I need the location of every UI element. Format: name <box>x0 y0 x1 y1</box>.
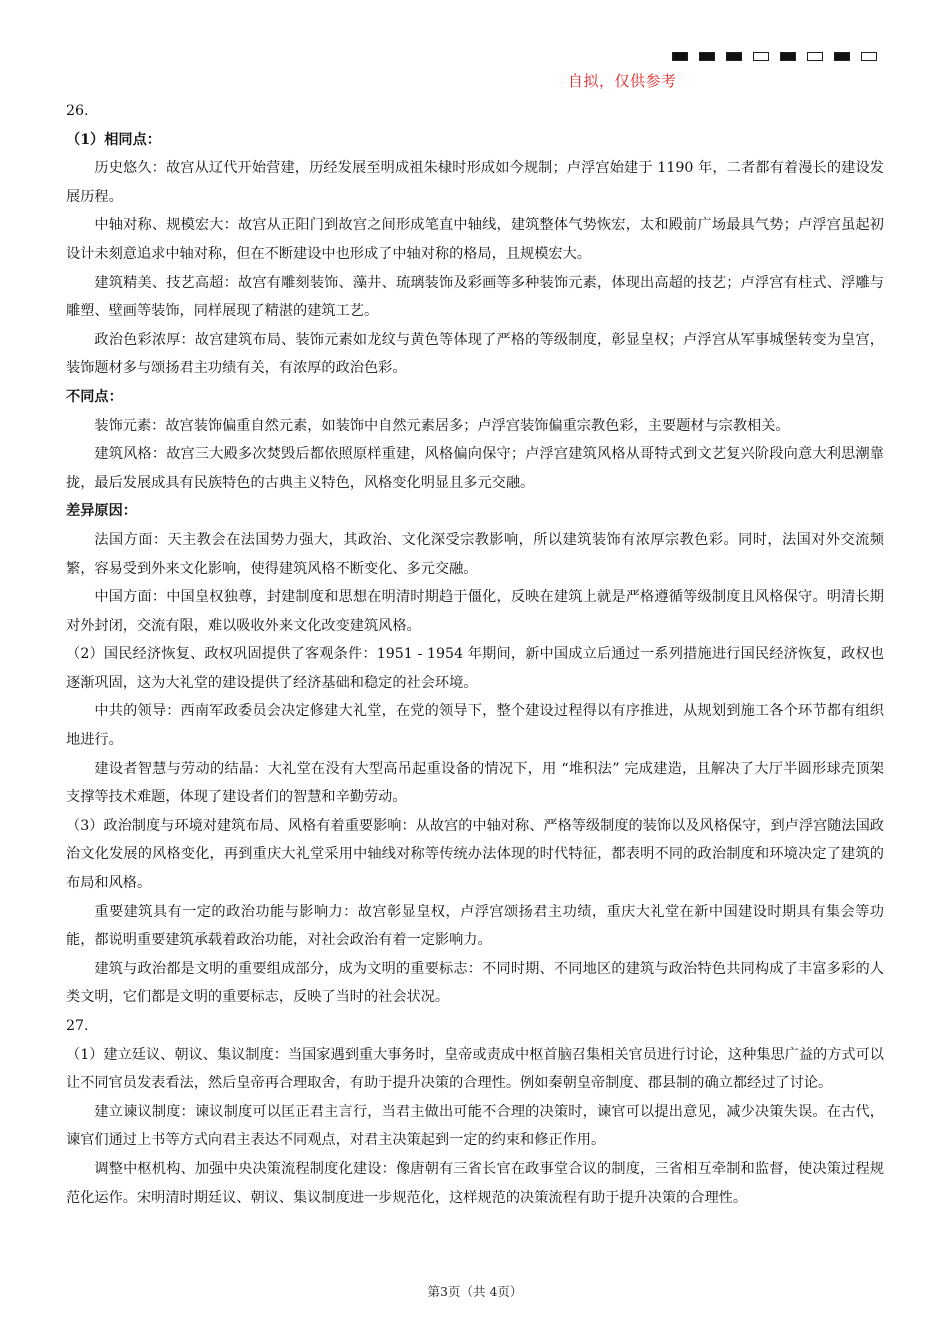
section-heading: 差异原因： <box>66 503 137 520</box>
paragraph: 政治色彩浓厚：故宫建筑布局、装饰元素如龙纹与黄色等体现了严格的等级制度，彰显皇权；卢浮宫从军事城堡转变为皇宫，装饰题材多与颂扬君主功绩有关，有浓厚的政治色彩。 <box>66 331 884 377</box>
watermark-note: 自拟，仅供参考 <box>568 72 677 90</box>
paragraph: 建立谏议制度：谏议制度可以匡正君主言行，当君主做出可能不合理的决策时，谏官可以提出意见，减少决策失误。在古代，谏官们通过上书等方式向君主表达不同观点，对君主决策起到一定的约束和修正作用。 <box>66 1103 884 1149</box>
paragraph: 法国方面：天主教会在法国势力强大，其政治、文化深受宗教影响，所以建筑装饰有浓厚宗教色彩。同时，法国对外交流频繁，容易受到外来文化影响，使得建筑风格不断变化、多元交融。 <box>66 531 884 577</box>
paragraph: 建筑与政治都是文明的重要组成部分，成为文明的重要标志：不同时期、不同地区的建筑与政治特色共同构成了丰富多彩的人类文明，它们都是文明的重要标志，反映了当时的社会状况。 <box>66 960 884 1006</box>
paragraph: 重要建筑具有一定的政治功能与影响力：故宫彰显皇权，卢浮宫颂扬君主功绩，重庆大礼堂在新中国建设时期具有集会等功能，都说明重要建筑承载着政治功能，对社会政治有着一定影响力。 <box>66 903 884 949</box>
question-number: 27. <box>66 1018 89 1034</box>
paragraph: 建筑风格：故宫三大殿多次焚毁后都依照原样重建，风格偏向保守；卢浮宫建筑风格从哥特式到文艺复兴阶段向意大利思潮靠拢，最后发展成具有民族特色的古典主义特色，风格变化明显且多元交融。 <box>66 446 884 491</box>
header-mark <box>753 52 769 61</box>
header-mark <box>726 52 742 61</box>
header-marks <box>672 52 888 61</box>
header-mark <box>780 52 796 61</box>
paragraph: 调整中枢机构、加强中央决策流程制度化建设：像唐朝有三省长官在政事堂合议的制度，三省相互牵制和监督，使决策过程规范化运作。宋明清时期廷议、朝议、集议制度进一步规范化，这样规范的决策流程有助于提升决策的合理性。 <box>66 1160 884 1206</box>
paragraph: 装饰元素：故宫装饰偏重自然元素，如装饰中自然元素居多；卢浮宫装饰偏重宗教色彩，主要题材与宗教相关。 <box>94 417 790 434</box>
section-heading: 不同点： <box>66 388 123 405</box>
paragraph: 中轴对称、规模宏大：故宫从正阳门到故宫之间形成笔直中轴线，建筑整体气势恢宏，太和殿前广场最具气势；卢浮宫虽起初设计未刻意追求中轴对称，但在不断建设中也形成了中轴对称的格局，且规模宏大。 <box>66 217 884 262</box>
paragraph: 历史悠久：故宫从辽代开始营建，历经发展至明成祖朱棣时形成如今规制；卢浮宫始建于 1190 年，二者都有着漫长的建设发展历程。 <box>66 160 884 205</box>
paragraph: 建筑精美、技艺高超：故宫有雕刻装饰、藻井、琉璃装饰及彩画等多种装饰元素，体现出高超的技艺；卢浮宫有柱式、浮雕与雕塑、壁画等装饰，同样展现了精湛的建筑工艺。 <box>66 274 884 320</box>
answer-content <box>66 97 884 1212</box>
paragraph: 中国方面：中国皇权独尊，封建制度和思想在明清时期趋于僵化，反映在建筑上就是严格遵循等级制度且风格保守。明清长期对外封闭，交流有限，难以吸收外来文化改变建筑风格。 <box>66 589 884 634</box>
header-mark <box>672 52 688 61</box>
sub-question-paragraph: （2）国民经济恢复、政权巩固提供了客观条件：1951 - 1954 年期间，新中国成立后通过一系列措施进行国民经济恢复，政权也逐渐巩固，这为大礼堂的建设提供了经济基础和稳定的社会环境。 <box>66 646 884 691</box>
section-heading: （1）相同点： <box>66 131 161 148</box>
header-mark <box>807 52 823 61</box>
sub-question-paragraph: （3）政治制度与环境对建筑布局、风格有着重要影响：从故宫的中轴对称、严格等级制度的装饰以及风格保守，到卢浮宫随法国政治文化发展的风格变化，再到重庆大礼堂采用中轴线对称等传统办法体现的时代特征，都表明不同的政治制度和环境决定了建筑的布局和风格。 <box>66 817 884 892</box>
header-mark <box>834 52 850 61</box>
header-mark <box>861 52 877 61</box>
sub-question-paragraph: （1）建立廷议、朝议、集议制度：当国家遇到重大事务时，皇帝或责成中枢首脑召集相关官员进行讨论，这种集思广益的方式可以让不同官员发表看法，然后皇帝再合理取舍，有助于提升决策的合理性。例如秦朝皇帝制度、郡县制的确立都经过了讨论。 <box>66 1046 884 1092</box>
paragraph: 建设者智慧与劳动的结晶：大礼堂在没有大型高吊起重设备的情况下，用 “堆积法” 完成建造，且解决了大厅半圆形球壳顶架支撑等技术难题，体现了建设者们的智慧和辛勤劳动。 <box>66 760 884 806</box>
paragraph: 中共的领导：西南军政委员会决定修建大礼堂，在党的领导下，整个建设过程得以有序推进，从规划到施工各个环节都有组织地进行。 <box>66 703 884 749</box>
header-mark <box>699 52 715 61</box>
question-number: 26. <box>66 103 89 119</box>
page-number: 第3页（共 4页） <box>427 1284 523 1299</box>
